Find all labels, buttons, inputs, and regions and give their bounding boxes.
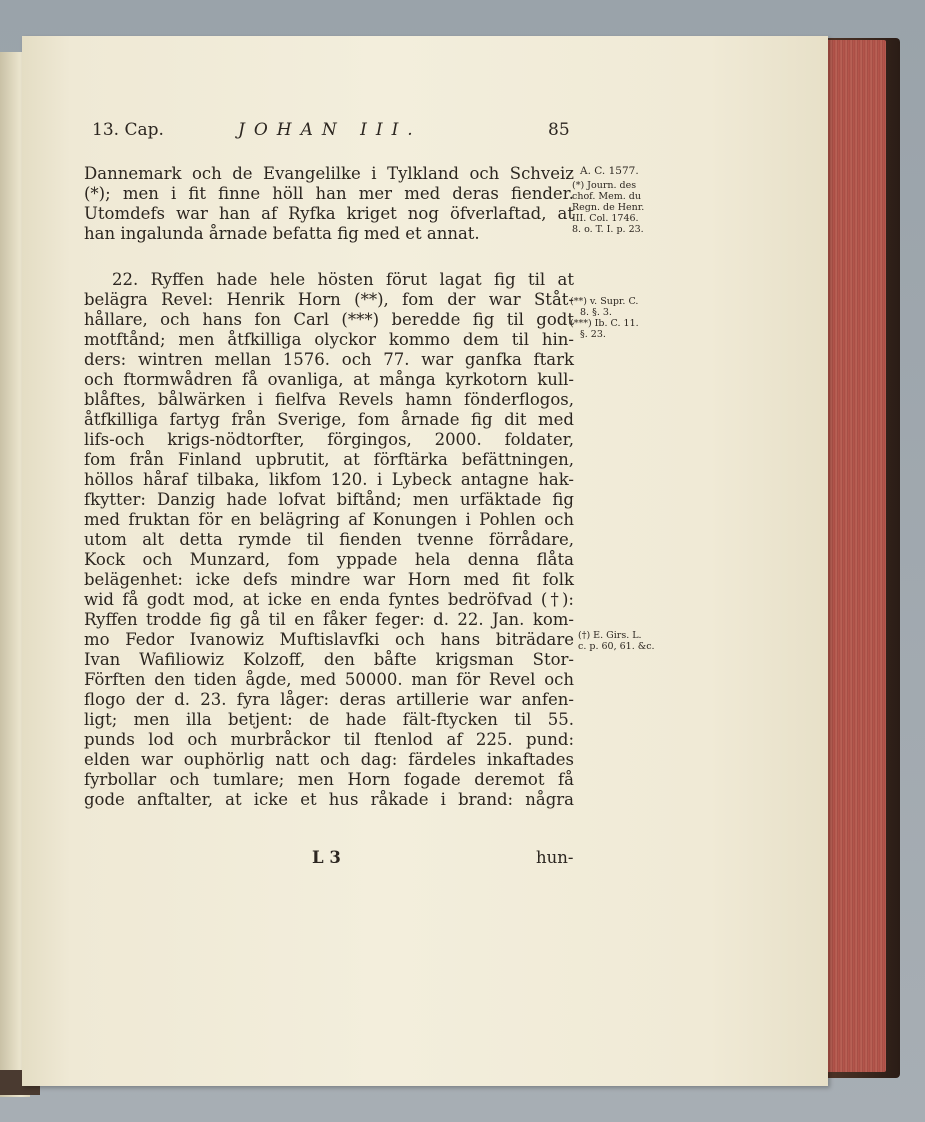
catchword: hun- bbox=[536, 848, 574, 867]
margin-note: (*) Journ. des bbox=[572, 180, 637, 191]
margin-note: 8. §. 3. bbox=[580, 307, 612, 318]
text-line: höllos håraf tilbaka, likfom 120. i Lybeck antagne hak- bbox=[84, 470, 574, 489]
margin-note: Regn. de Henr. bbox=[572, 202, 645, 213]
text-line: Ryffen trodde fig gå til en fåker feger: d. 22. Jan. kom- bbox=[84, 610, 574, 629]
text-line: utom alt detta rymde til fienden tvenne förrådare, bbox=[84, 530, 574, 549]
text-line: Ivan Wafiliowiz Kolzoff, den båfte krigsman Stor- bbox=[84, 650, 574, 669]
text-line: Kock och Munzard, fom yppade hela denna flåta bbox=[84, 550, 574, 569]
margin-note: III. Col. 1746. bbox=[572, 213, 639, 224]
margin-note: 8. o. T. I. p. 23. bbox=[572, 224, 644, 235]
margin-note: c. p. 60, 61. &c. bbox=[578, 641, 655, 652]
text-line: fom från Finland upbrutit, at förftärka befättningen, bbox=[84, 450, 574, 469]
margin-note: §. 23. bbox=[580, 329, 606, 340]
text-line: och ftormwådren få ovanliga, at många kyrkotorn kull- bbox=[84, 370, 574, 389]
signature-mark: L 3 bbox=[312, 848, 341, 867]
text-line: (*); men i fit finne höll han mer med deras fiender. bbox=[84, 184, 574, 203]
text-line: Utomdefs war han af Ryfka kriget nog öfverlaftad, at bbox=[84, 204, 574, 223]
margin-year: A. C. 1577. bbox=[580, 165, 639, 177]
margin-note: (**) v. Supr. C. bbox=[570, 296, 639, 307]
text-line: elden war ouphörlig natt och dag: färdeles inkaftades bbox=[84, 750, 574, 769]
text-line: blåftes, bålwärken i fielfva Revels hamn fönderflogos, bbox=[84, 390, 574, 409]
chapter-label: 13. Cap. bbox=[92, 120, 164, 140]
text-line: punds lod och murbråckor til ftenlod af 225. pund: bbox=[84, 730, 574, 749]
text-line: motftånd; men åtfkilliga olyckor kommo dem til hin- bbox=[84, 330, 574, 349]
running-title: JOHAN III. bbox=[238, 120, 422, 140]
text-line: 22. Ryffen hade hele hösten förut lagat fig til at bbox=[112, 270, 574, 289]
text-line: lifs-och krigs-nödtorfter, förgingos, 2000. foldater, bbox=[84, 430, 574, 449]
text-line: Dannemark och de Evangelilke i Tylkland och Schveiz bbox=[84, 164, 574, 183]
text-line: belägenhet: icke defs mindre war Horn med fit folk bbox=[84, 570, 574, 589]
text-line: hållare, och hans fon Carl (***) beredde fig til godt bbox=[84, 310, 574, 329]
text-line: med fruktan för en belägring af Konungen i Pohlen och bbox=[84, 510, 574, 529]
text-line: mo Fedor Ivanowiz Muftislavfki och hans biträdare bbox=[84, 630, 574, 649]
text-line: ders: wintren mellan 1576. och 77. war ganfka ftark bbox=[84, 350, 574, 369]
text-line: åtfkilliga fartyg från Sverige, fom årnade fig dit med bbox=[84, 410, 574, 429]
text-line: belägra Revel: Henrik Horn (**), fom der war Ståt- bbox=[84, 290, 574, 309]
margin-note: (***) Ib. C. 11. bbox=[570, 318, 639, 329]
margin-note: chof. Mem. du bbox=[572, 191, 641, 202]
margin-note: (†) E. Girs. L. bbox=[578, 630, 642, 641]
text-line: fkytter: Danzig hade lofvat biftånd; men urfäktade fig bbox=[84, 490, 574, 509]
text-line: gode anftalter, at icke et hus råkade i brand: några bbox=[84, 790, 574, 809]
text-line: flogo der d. 23. fyra låger: deras artillerie war anfen- bbox=[84, 690, 574, 709]
text-line: ligt; men illa betjent: de hade fält-ftycken til 55. bbox=[84, 710, 574, 729]
text-line: Förften den tiden ågde, med 50000. man för Revel och bbox=[84, 670, 574, 689]
text-line: han ingalunda årnade befatta fig med et annat. bbox=[84, 224, 480, 243]
text-line: wid få godt mod, at icke en enda fyntes bedröfvad (†): bbox=[84, 590, 574, 609]
text-line: fyrbollar och tumlare; men Horn fogade deremot få bbox=[84, 770, 574, 789]
page-number: 85 bbox=[548, 120, 570, 140]
